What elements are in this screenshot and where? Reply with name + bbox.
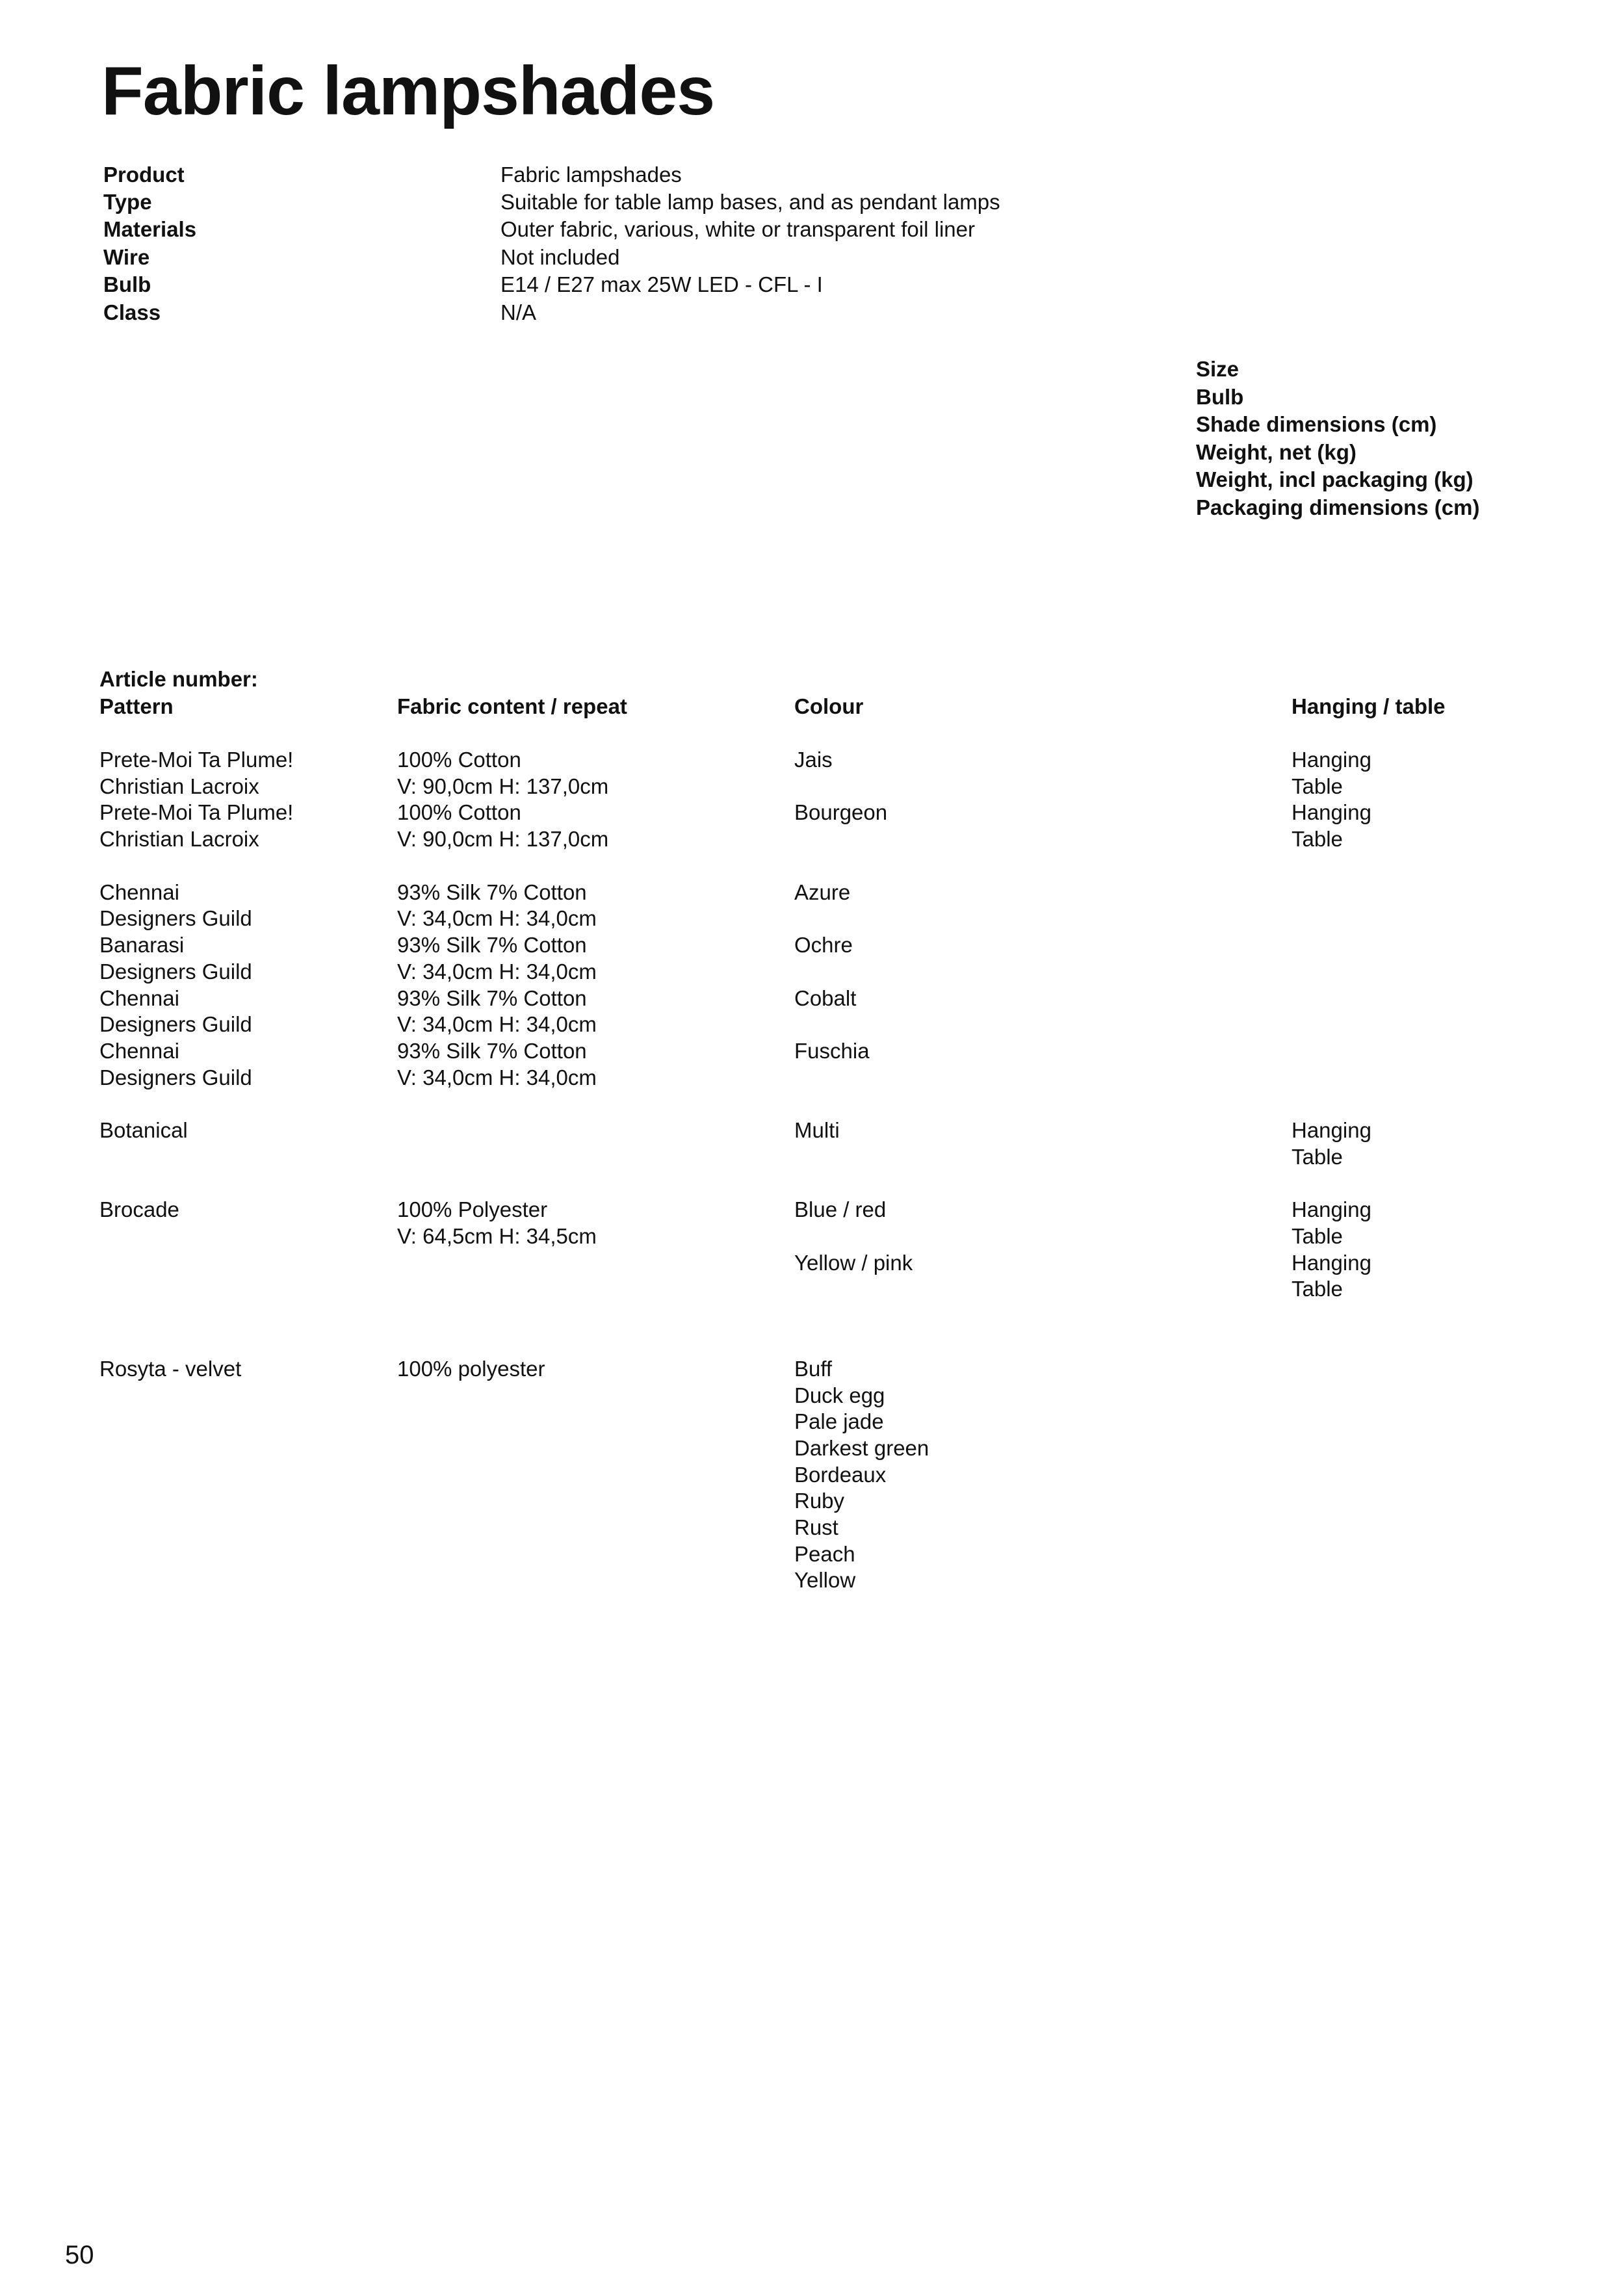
pattern-line: Designers Guild <box>99 1065 252 1089</box>
spec-label-wire: Wire <box>103 245 150 269</box>
pattern-line: Designers Guild <box>99 959 252 984</box>
colour-line: Cobalt <box>794 986 857 1010</box>
colour-line: Peach <box>794 1542 855 1566</box>
fabric-line: 93% Silk 7% Cotton <box>397 986 587 1010</box>
hanging-line: Hanging <box>1292 800 1371 824</box>
fabric-line: V: 34,0cm H: 34,0cm <box>397 1065 597 1089</box>
pattern-line: Christian Lacroix <box>99 774 259 798</box>
page-title: Fabric lampshades <box>101 53 715 129</box>
pattern-line: Banarasi <box>99 933 185 957</box>
fabric-line: 100% Cotton <box>397 748 521 772</box>
spec-value-class: N/A <box>500 300 537 324</box>
size-label-shade-dimensions: Shade dimensions (cm) <box>1196 412 1437 436</box>
spec-value-bulb: E14 / E27 max 25W LED - CFL - I <box>500 272 823 296</box>
header-fabric: Fabric content / repeat <box>397 694 627 718</box>
fabric-line: V: 34,0cm H: 34,0cm <box>397 959 597 984</box>
colour-line: Ruby <box>794 1489 845 1513</box>
pattern-line: Brocade <box>99 1197 179 1221</box>
spec-label-type: Type <box>103 190 152 214</box>
pattern-line: Designers Guild <box>99 906 252 930</box>
pattern-line: Chennai <box>99 880 179 904</box>
colour-line: Darkest green <box>794 1436 929 1460</box>
colour-line: Rust <box>794 1515 838 1539</box>
fabric-line: V: 34,0cm H: 34,0cm <box>397 1012 597 1036</box>
pattern-line: Christian Lacroix <box>99 827 259 851</box>
fabric-line: 100% polyester <box>397 1357 545 1381</box>
fabric-line: 93% Silk 7% Cotton <box>397 880 587 904</box>
colour-line: Bourgeon <box>794 800 888 824</box>
pattern-line: Rosyta - velvet <box>99 1357 242 1381</box>
fabric-line: 100% Polyester <box>397 1197 548 1221</box>
spec-label-bulb: Bulb <box>103 272 151 296</box>
page-number: 50 <box>65 2241 94 2269</box>
spec-value-product: Fabric lampshades <box>500 163 682 187</box>
fabric-line: 93% Silk 7% Cotton <box>397 1039 587 1063</box>
hanging-line: Hanging <box>1292 748 1371 772</box>
pattern-line: Prete-Moi Ta Plume! <box>99 800 294 824</box>
colour-line: Azure <box>794 880 851 904</box>
spec-label-product: Product <box>103 163 185 187</box>
pattern-line: Botanical <box>99 1118 188 1142</box>
colour-line: Yellow / pink <box>794 1251 913 1275</box>
spec-value-wire: Not included <box>500 245 620 269</box>
fabric-line: V: 64,5cm H: 34,5cm <box>397 1224 597 1248</box>
colour-line: Pale jade <box>794 1409 884 1433</box>
header-pattern: Pattern <box>99 694 174 718</box>
size-label-bulb: Bulb <box>1196 385 1244 409</box>
spec-value-materials: Outer fabric, various, white or transparent foil liner <box>500 217 975 241</box>
size-label-size: Size <box>1196 357 1240 381</box>
colour-line: Fuschia <box>794 1039 870 1063</box>
pattern-line: Prete-Moi Ta Plume! <box>99 748 294 772</box>
header-colour: Colour <box>794 694 864 718</box>
fabric-line: V: 90,0cm H: 137,0cm <box>397 827 609 851</box>
article-number-label: Article number: <box>99 667 258 691</box>
colour-line: Ochre <box>794 933 853 957</box>
spec-label-materials: Materials <box>103 217 197 241</box>
colour-line: Bordeaux <box>794 1463 887 1487</box>
hanging-line: Hanging <box>1292 1251 1371 1275</box>
fabric-line: 93% Silk 7% Cotton <box>397 933 587 957</box>
colour-line: Blue / red <box>794 1197 887 1221</box>
hanging-line: Hanging <box>1292 1197 1371 1221</box>
colour-line: Jais <box>794 748 833 772</box>
hanging-line: Table <box>1292 1277 1343 1301</box>
hanging-line: Table <box>1292 1224 1343 1248</box>
pattern-line: Chennai <box>99 1039 179 1063</box>
header-hanging: Hanging / table <box>1292 694 1446 718</box>
size-label-packaging-dimensions: Packaging dimensions (cm) <box>1196 495 1480 519</box>
pattern-line: Designers Guild <box>99 1012 252 1036</box>
hanging-line: Table <box>1292 827 1343 851</box>
colour-line: Multi <box>794 1118 840 1142</box>
spec-value-type: Suitable for table lamp bases, and as pendant lamps <box>500 190 1000 214</box>
hanging-line: Table <box>1292 774 1343 798</box>
colour-line: Duck egg <box>794 1383 885 1407</box>
spec-label-class: Class <box>103 300 161 324</box>
fabric-line: V: 90,0cm H: 137,0cm <box>397 774 609 798</box>
hanging-line: Hanging <box>1292 1118 1371 1142</box>
size-label-weight-net: Weight, net (kg) <box>1196 440 1357 464</box>
pattern-line: Chennai <box>99 986 179 1010</box>
size-label-weight-packaging: Weight, incl packaging (kg) <box>1196 467 1474 491</box>
hanging-line: Table <box>1292 1145 1343 1169</box>
fabric-line: V: 34,0cm H: 34,0cm <box>397 906 597 930</box>
colour-line: Buff <box>794 1357 833 1381</box>
fabric-line: 100% Cotton <box>397 800 521 824</box>
colour-line: Yellow <box>794 1568 856 1592</box>
